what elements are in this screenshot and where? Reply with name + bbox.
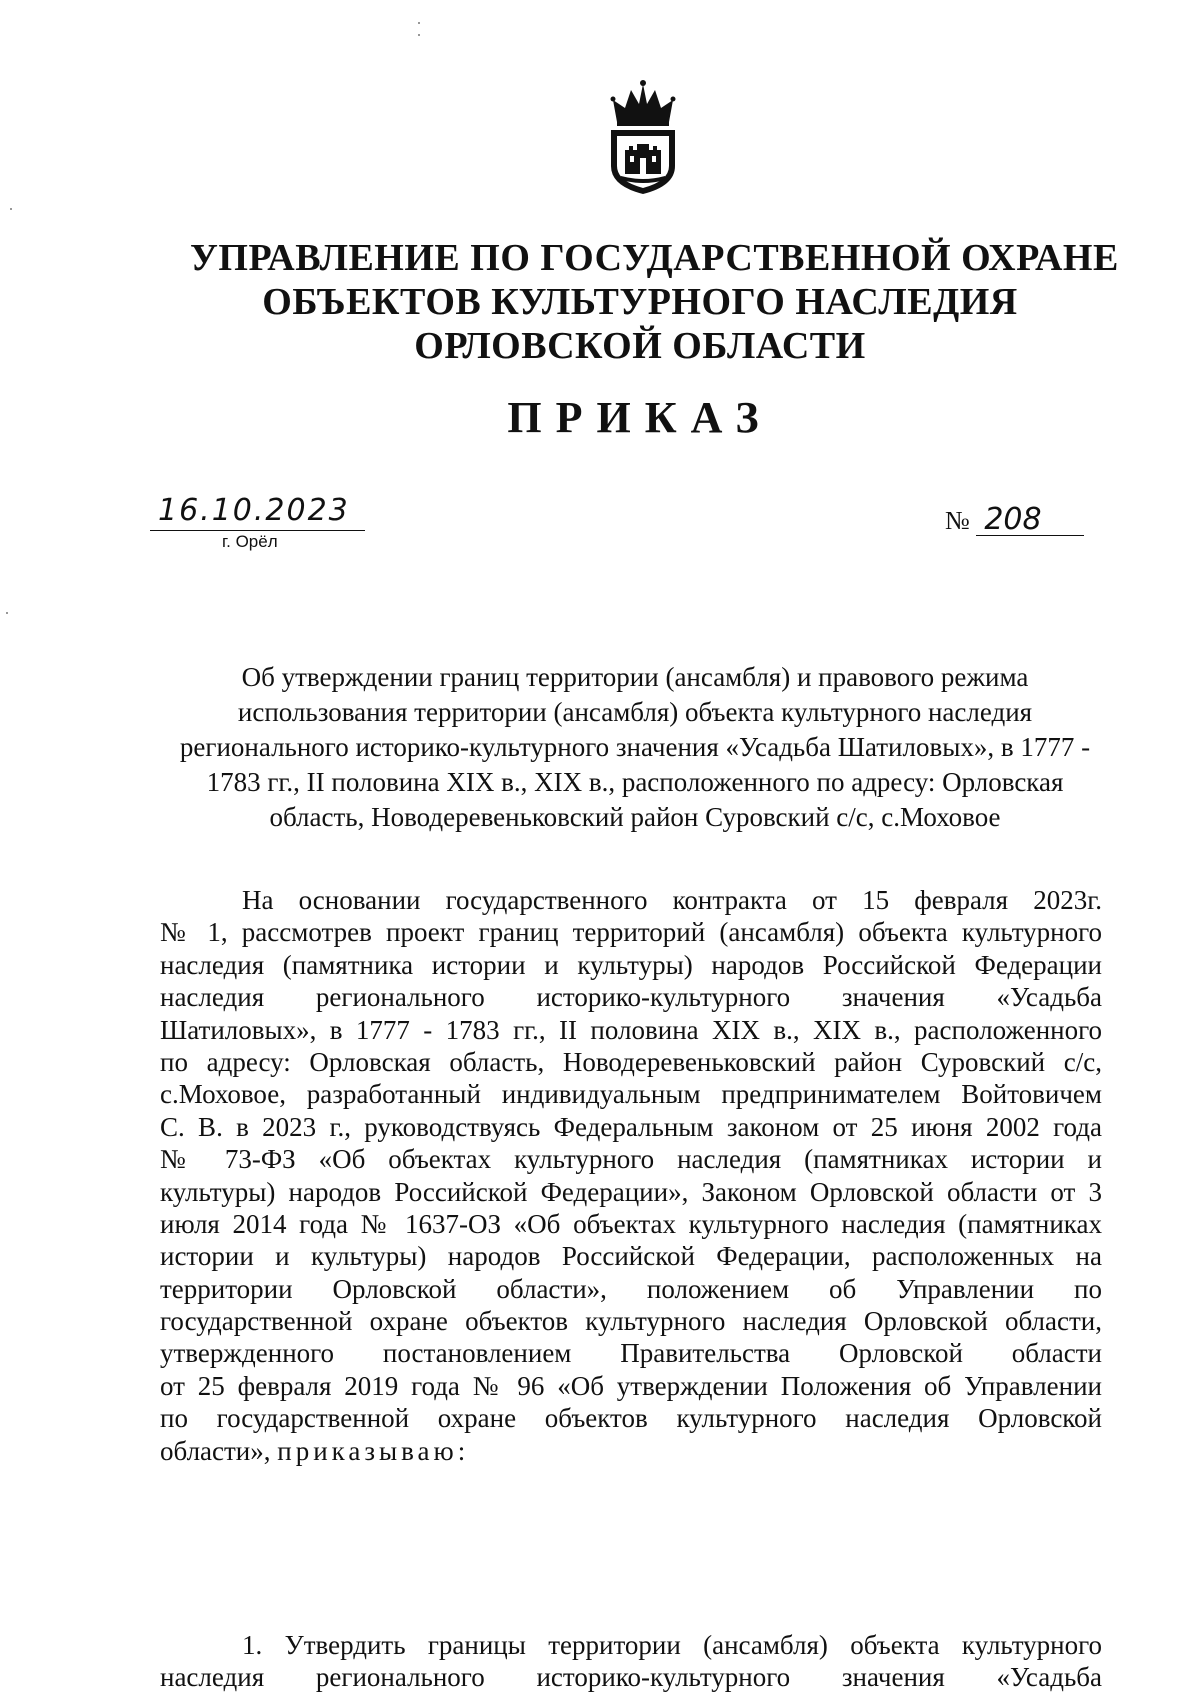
body-line: культуры) народов Российской Федерации», Законом Орловской области от 3 [160, 1176, 1102, 1207]
body-line: по государственной охране объектов культурного наследия Орловской [160, 1403, 1102, 1434]
body-line-prefix: области», [160, 1435, 278, 1466]
body-line: наследия регионального историко-культурного значения «Усадьба [160, 982, 1102, 1013]
preamble-paragraph [160, 884, 1102, 1467]
authority-line: ОБЪЕКТОВ КУЛЬТУРНОГО НАСЛЕДИЯ [262, 281, 1018, 323]
authority-line: ОРЛОВСКОЙ ОБЛАСТИ [414, 325, 866, 367]
body-line: № 73-ФЗ «Об объектах культурного наследия (памятниках истории и [160, 1144, 1102, 1175]
subject-line: область, Новодеревеньковский район Суровский с/с, с.Моховое [269, 802, 1001, 832]
body-line: № 1, рассмотрев проект границ территорий (ансамбля) объекта культурного [160, 917, 1102, 948]
authority-header [190, 236, 1119, 368]
order-number-block [945, 502, 1095, 537]
body-line: истории и культуры) народов Российской Федерации, расположенных на [160, 1241, 1102, 1272]
number-sign: № [945, 506, 970, 535]
city-label: г. Орёл [222, 532, 278, 551]
subject-line: регионального историко-культурного значения «Усадьба Шатиловых», в 1777 - [179, 732, 1091, 762]
order-verb: приказываю: [277, 1435, 470, 1466]
orel-oblast-coat-of-arms-icon [603, 78, 683, 198]
body-line: С. В. в 2023 г., руководствуясь Федеральным законом от 25 июня 2002 года [160, 1111, 1102, 1142]
body-line-last [160, 1435, 1102, 1467]
authority-line: УПРАВЛЕНИЕ ПО ГОСУДАРСТВЕННОЙ ОХРАНЕ [190, 237, 1119, 279]
body-line: утвержденного постановлением Правительства Орловской области [160, 1338, 1102, 1369]
body-line: государственной охране объектов культурного наследия Орловской области, [160, 1306, 1102, 1337]
body-line: На основании государственного контракта от 15 февраля 2023г. [242, 885, 1102, 915]
scan-speck [6, 612, 8, 614]
date-block [150, 494, 365, 552]
body-line: 1. Утвердить границы территории (ансамбля) объекта культурного [242, 1630, 1102, 1660]
body-line: наследия (памятника истории и культуры) народов Российской Федерации [160, 949, 1102, 980]
document-type-title: ПРИКАЗ [507, 393, 773, 442]
subject-line: использования территории (ансамбля) объекта культурного наследия [237, 697, 1033, 727]
handwritten-order-number: 208 [976, 505, 1084, 536]
body-line: от 25 февраля 2019 года № 96 «Об утверждении Положения об Управлении [160, 1370, 1102, 1401]
item-1-paragraph [160, 1629, 1102, 1694]
scan-speck [10, 208, 12, 210]
body-line: территории Орловской области», положением об Управлении по [160, 1273, 1102, 1304]
body-line: июля 2014 года № 1637-ОЗ «Об объектах культурного наследия (памятниках [160, 1208, 1102, 1239]
scan-speck [418, 22, 420, 24]
scan-speck [418, 34, 420, 36]
body-line: с.Моховое, разработанный индивидуальным предпринимателем Войтовичем [160, 1079, 1102, 1110]
handwritten-date: 16.10.2023 [150, 494, 365, 531]
body-line: наследия регионального историко-культурного значения «Усадьба [160, 1662, 1102, 1693]
body-line: по адресу: Орловская область, Новодеревеньковский район Суровский с/с, [160, 1046, 1102, 1077]
subject-line: 1783 гг., II половина XIX в., XIX в., расположенного по адресу: Орловская [206, 767, 1064, 797]
body-line: Шатиловых», в 1777 - 1783 гг., II половина XIX в., XIX в., расположенного [160, 1014, 1102, 1045]
order-subject [160, 660, 1110, 835]
subject-line: Об утверждении границ территории (ансамбля) и правового режима [241, 662, 1029, 692]
